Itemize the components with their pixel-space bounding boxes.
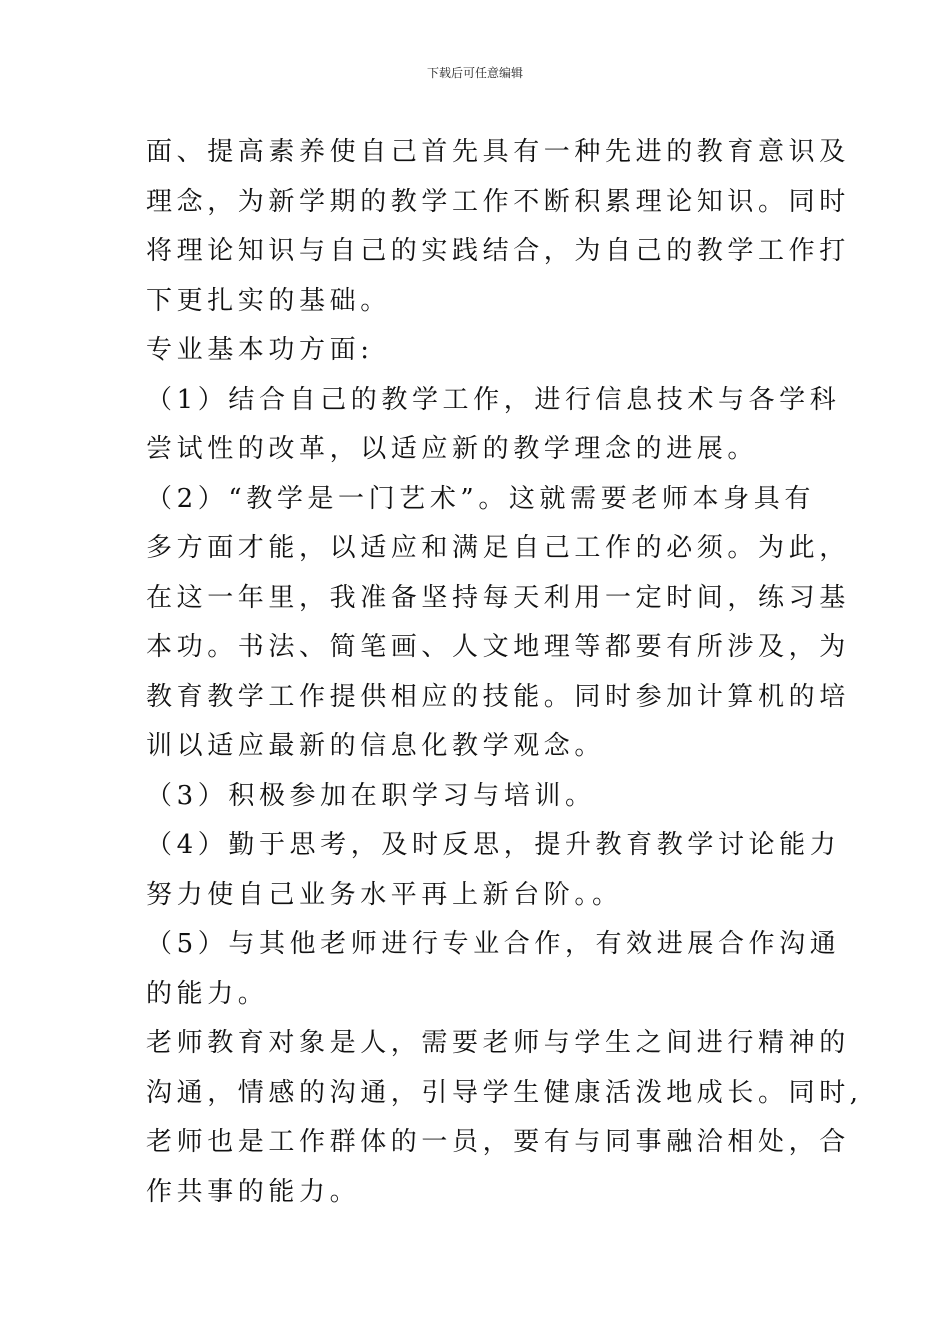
text-line: 尝试性的改革，以适应新的教学理念的进展。 — [146, 434, 759, 464]
text-line: 将理论知识与自己的实践结合，为自己的教学工作打 — [146, 236, 850, 266]
text-line: 沟通，情感的沟通，引导学生健康活泼地成长。同时, — [146, 1077, 863, 1108]
text-line: 的能力。 — [146, 978, 269, 1009]
text-line: （4）勤于思考，及时反思，提升教育教学讨论能力 — [146, 830, 841, 860]
text-line: 老师也是工作群体的一员，要有与同事融洽相处，合 — [146, 1127, 850, 1157]
text-line: 训以适应最新的信息化教学观念。 — [146, 731, 606, 761]
text-line: 教育教学工作提供相应的技能。同时参加计算机的培 — [146, 681, 850, 712]
text-line: （2）“教学是一门艺术”。这就需要老师本身具有 — [146, 483, 815, 514]
text-line: （3）积极参加在职学习与培训。 — [146, 780, 596, 811]
text-line: 本功。书法、简笔画、人文地理等都要有所涉及，为 — [146, 632, 850, 662]
page-header: 下载后可任意编辑 — [426, 66, 523, 80]
text-line: 老师教育对象是人，需要老师与学生之间进行精神的 — [146, 1028, 850, 1058]
document-body — [146, 128, 863, 1217]
text-line: 下更扎实的基础。 — [146, 285, 391, 316]
text-line: （5）与其他老师进行专业合作，有效进展合作沟通 — [146, 929, 841, 959]
text-line: 面、提高素养使自己首先具有一种先进的教育意识及 — [146, 137, 850, 167]
text-line: 多方面才能，以适应和满足自己工作的必须。为此， — [146, 533, 850, 563]
text-line: （1）结合自己的教学工作，进行信息技术与各学科 — [146, 384, 841, 415]
text-line: 努力使自己业务水平再上新台阶。。 — [146, 879, 623, 910]
text-line: 理念，为新学期的教学工作不断积累理论知识。同时 — [146, 186, 850, 217]
text-line: 作共事的能力。 — [146, 1176, 361, 1207]
text-line: 在这一年里，我准备坚持每天利用一定时间，练习基 — [146, 582, 850, 613]
section-heading: 专业基本功方面: — [146, 335, 374, 365]
